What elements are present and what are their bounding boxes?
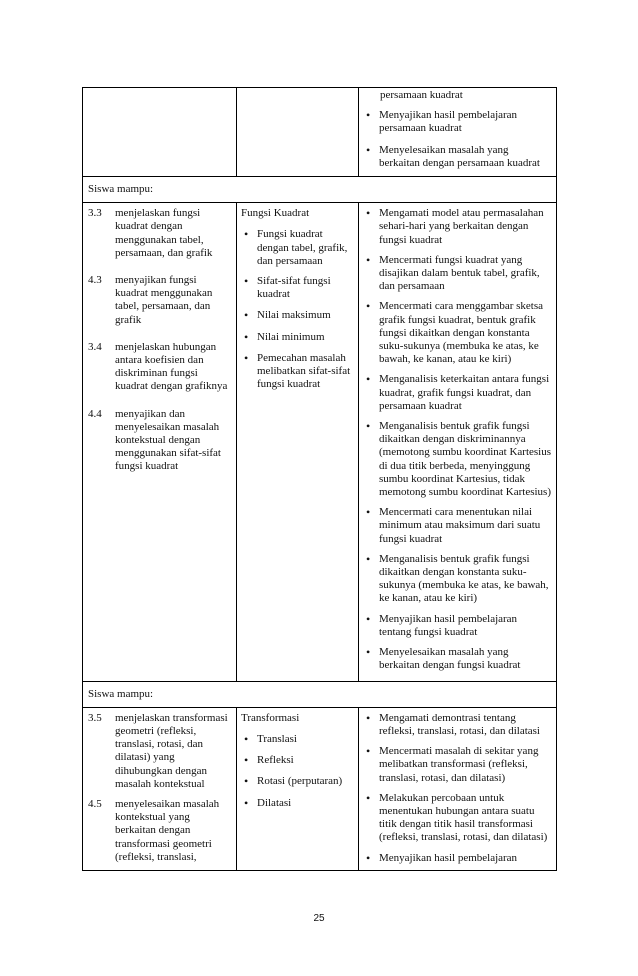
- competency-text: menyajikan fungsi kuadrat menggunakan tabel, persamaan, dan grafik: [115, 274, 213, 326]
- competency-text: menyelesaikan masalah kontekstual yang berkaitan dengan transformasi geometri (refleksi, translasi,: [115, 797, 220, 863]
- activity-item: • Menganalisis bentuk grafik fungsi dikaitkan dengan diskriminannya (memotong sumbu koordinat Kartesius di dua titik berbeda, menyinggung sumbu koordinat Kartesius, tidak memotong sumbu koordinat Kartesius): [359, 420, 556, 499]
- activity-item: • Melakukan percobaan untuk menentukan hubungan antara suatu titik dengan titik hasil transformasi (refleksi, translasi, rotasi, dan dilatasi): [359, 792, 556, 845]
- competency-number: 3.3: [88, 207, 102, 220]
- material-item: • Dilatasi: [237, 797, 358, 810]
- table-row: [83, 203, 557, 681]
- continuation-text: persamaan kuadrat: [380, 89, 463, 101]
- competency-text: menjelaskan transformasi geometri (refleksi, translasi, rotasi, dan dilatasi) yang dihubungkan dengan masalah kontekstual: [115, 711, 228, 790]
- activity-cell: [359, 707, 557, 870]
- activity-item: • Menyelesaikan masalah yang berkaitan dengan fungsi kuadrat: [359, 646, 556, 672]
- competency-item: [88, 341, 236, 394]
- material-item: • Refleksi: [237, 754, 358, 767]
- table-row: [83, 707, 557, 870]
- competency-text: menjelaskan fungsi kuadrat dengan menggunakan tabel, persamaan, dan grafik: [115, 207, 213, 259]
- table-row-header: [83, 681, 557, 707]
- competency-number: 3.5: [88, 711, 102, 724]
- competency-item: [88, 408, 236, 474]
- competency-text: menyajikan dan menyelesaikan masalah kontekstual dengan menggunakan sifat-sifat fungsi kuadrat: [115, 407, 221, 473]
- section-header: Siswa mampu:: [83, 681, 557, 707]
- activity-list: [359, 712, 556, 865]
- material-cell: [237, 707, 359, 870]
- section-header: Siswa mampu:: [83, 177, 557, 203]
- activity-item: • Menyajikan hasil pembelajaran persamaan kuadrat: [359, 109, 556, 135]
- activity-cell: [359, 88, 557, 177]
- activity-list: [359, 207, 556, 672]
- table-row-header: [83, 177, 557, 203]
- activity-item: • Menyajikan hasil pembelajaran tentang fungsi kuadrat: [359, 613, 556, 639]
- material-item: • Nilai minimum: [237, 331, 358, 344]
- competency-number: 4.4: [88, 407, 102, 420]
- material-item: • Translasi: [237, 733, 358, 746]
- activity-item: • Menyelesaikan masalah yang berkaitan dengan persamaan kuadrat: [359, 144, 556, 170]
- competency-cell-empty: [83, 88, 237, 177]
- material-item: • Rotasi (perputaran): [237, 775, 358, 788]
- activity-item: • Mencermati masalah di sekitar yang melibatkan transformasi (refleksi, translasi, rotasi, dan dilatasi): [359, 745, 556, 785]
- material-cell: [237, 203, 359, 681]
- competency-cell: [83, 203, 237, 681]
- activity-item: • Menyajikan hasil pembelajaran: [359, 852, 556, 865]
- material-item: • Sifat-sifat fungsi kuadrat: [237, 275, 358, 301]
- syllabus-table: [82, 87, 557, 871]
- competency-cell: [83, 707, 237, 870]
- material-item: • Pemecahan masalah melibatkan sifat-sifat fungsi kuadrat: [237, 352, 358, 392]
- competency-item: [88, 712, 236, 791]
- competency-text: menjelaskan hubungan antara koefisien dan diskriminan fungsi kuadrat dengan grafiknya: [115, 340, 228, 393]
- activity-item: • Menganalisis keterkaitan antara fungsi kuadrat, grafik fungsi kuadrat, dan persamaan kuadrat: [359, 373, 556, 413]
- competency-number: 4.3: [88, 274, 102, 287]
- table-row-continuation: [83, 88, 557, 177]
- activity-cell: [359, 203, 557, 681]
- activity-item: • Mengamati model atau permasalahan sehari-hari yang berkaitan dengan fungsi kuadrat: [359, 207, 556, 247]
- material-item: • Fungsi kuadrat dengan tabel, grafik, dan persamaan: [237, 228, 358, 268]
- competency-item: [88, 798, 236, 864]
- activity-item: • Mencermati cara menentukan nilai minimum atau maksimum dari suatu fungsi kuadrat: [359, 506, 556, 546]
- competency-item: [88, 207, 236, 260]
- material-title: Transformasi: [241, 711, 300, 724]
- material-list: [237, 733, 358, 810]
- activity-item: • Mengamati demontrasi tentang refleksi, translasi, rotasi, dan dilatasi: [359, 712, 556, 738]
- material-cell-empty: [237, 88, 359, 177]
- material-title: Fungsi Kuadrat: [241, 207, 310, 220]
- activity-item: • Mencermati cara menggambar sketsa grafik fungsi kuadrat, bentuk grafik fungsi dikaitkan dengan konstanta suku-sukunya (membuka ke atas, ke bawah, ke kanan, atau ke kiri): [359, 300, 556, 366]
- competency-number: 4.5: [88, 797, 102, 810]
- activity-item: • Mencermati fungsi kuadrat yang disajikan dalam bentuk tabel, grafik, dan persamaan: [359, 254, 556, 294]
- competency-item: [88, 274, 236, 327]
- activity-item: • Menganalisis bentuk grafik fungsi dikaitkan dengan konstanta suku-sukunya (membuka ke atas, ke bawah, ke kanan, atau ke kiri): [359, 553, 556, 606]
- competency-number: 3.4: [88, 340, 102, 353]
- page-number: 25: [313, 913, 325, 924]
- material-item: • Nilai maksimum: [237, 309, 358, 322]
- activity-list: [359, 109, 556, 170]
- material-list: [237, 228, 358, 391]
